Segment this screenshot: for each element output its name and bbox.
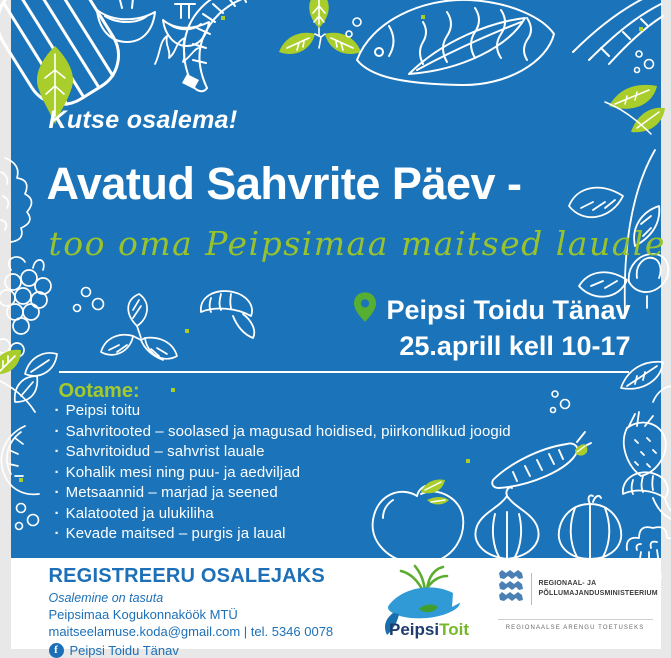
list-heading: Ootame: xyxy=(59,380,140,403)
section-divider xyxy=(59,371,629,373)
event-datetime: 25.aprill kell 10-17 xyxy=(354,330,630,363)
location-pin-icon xyxy=(354,292,376,330)
bubbles-right-doodle xyxy=(629,48,659,80)
mushroom-mid-doodle xyxy=(197,286,263,346)
peipsitoit-logo xyxy=(377,563,481,648)
facebook-page-name[interactable]: Peipsi Toidu Tänav xyxy=(70,643,179,658)
ministry-row xyxy=(498,570,653,607)
green-dot xyxy=(185,329,189,333)
svg-text:PeipsiToit xyxy=(389,620,469,639)
green-dot xyxy=(421,15,425,19)
wish-list xyxy=(55,401,511,545)
logo-text-toit: Toit xyxy=(439,620,469,639)
ministry-rule xyxy=(498,619,653,620)
list-item: · Peipsi toitu xyxy=(55,401,511,422)
fish-doodle xyxy=(351,0,576,110)
onion-doodle xyxy=(551,494,629,560)
green-dot xyxy=(171,388,175,392)
contact-block xyxy=(49,565,334,658)
invite-text: Kutse osalema! xyxy=(49,106,238,135)
basil-white-doodle xyxy=(97,292,189,372)
poster-title: Avatud Sahvrite Päev - xyxy=(47,158,522,210)
green-dot xyxy=(19,478,23,482)
facebook-row[interactable] xyxy=(49,643,334,658)
ministry-name-line1: REGIONAAL- JA xyxy=(539,579,658,588)
list-item: · Sahvritooted – soolased ja magusad hoidised, piirkondlikud joogid xyxy=(55,422,511,443)
list-item: · Kohalik mesi ning puu- ja aedviljad xyxy=(55,463,511,484)
poster-footer xyxy=(11,558,661,649)
list-item: · Metsaannid – marjad ja seened xyxy=(55,483,511,504)
poster xyxy=(11,0,661,649)
green-dot xyxy=(221,16,225,20)
ministry-emblem-icon xyxy=(498,570,524,607)
list-item: · Kevade maitsed – purgis ja laual xyxy=(55,524,511,545)
register-title: REGISTREERU OSALEJAKS xyxy=(49,565,334,588)
organization-name: Peipsimaa Kogukonnaköök MTÜ xyxy=(49,607,334,622)
event-location-block xyxy=(354,292,630,363)
poster-hero xyxy=(11,0,661,558)
logo-text-peipsi: Peipsi xyxy=(389,620,439,639)
contact-info[interactable]: maitseelamuse.koda@gmail.com | tel. 5346 0078 xyxy=(49,624,334,639)
shrimp-doodle xyxy=(0,420,49,506)
bubbles-top-doodle xyxy=(343,16,367,42)
list-item: · Sahvritoidud – sahvrist lauale xyxy=(55,442,511,463)
green-dot xyxy=(639,27,643,31)
bubbles-bottomleft-doodle xyxy=(11,498,45,538)
ministry-logo-block xyxy=(498,570,653,631)
bubbles-right2-doodle xyxy=(547,386,577,420)
list-item: · Kalatooted ja ulukiliha xyxy=(55,504,511,525)
ministry-name xyxy=(539,579,658,597)
leaf-cluster-left-doodle xyxy=(0,344,63,418)
event-location-name: Peipsi Toidu Tänav xyxy=(386,295,630,325)
ministry-tagline: REGIONAALSE ARENGU TOETUSEKS xyxy=(498,625,653,631)
facebook-icon[interactable]: f xyxy=(49,643,64,658)
ministry-divider xyxy=(531,573,532,605)
free-note: Osalemine on tasuta xyxy=(49,591,334,605)
poster-subtitle-script: too oma Peipsimaa maitsed lauale xyxy=(49,224,666,263)
event-location-line xyxy=(354,292,630,330)
ministry-name-line2: PÕLLUMAJANDUSMINISTEERIUM xyxy=(539,589,658,598)
bumpy-leaf-left-doodle xyxy=(0,156,39,248)
corner-leaves-green-doodle xyxy=(603,76,663,140)
